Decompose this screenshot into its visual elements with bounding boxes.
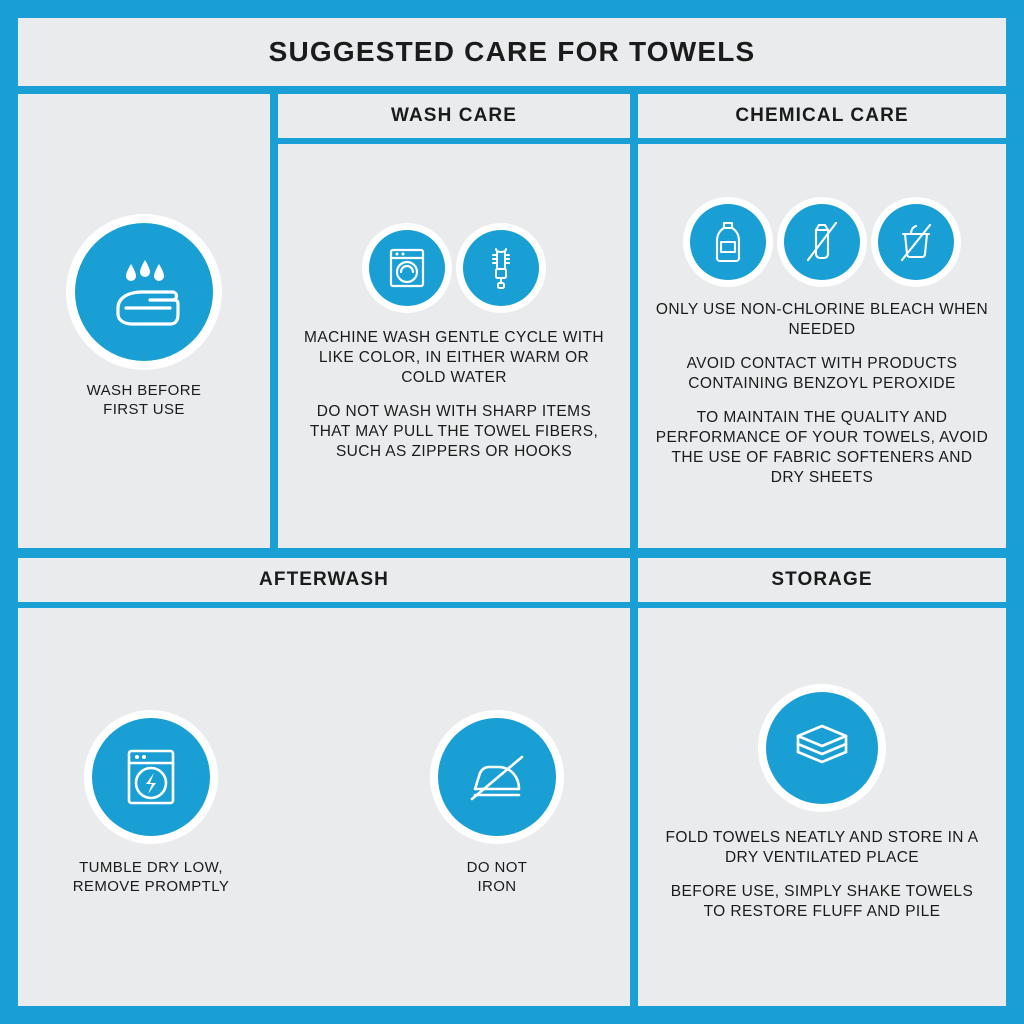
afterwash-item-do-not-iron — [392, 718, 602, 896]
folded-towel-with-water-drops-icon — [75, 223, 213, 361]
afterwash-cell — [18, 608, 630, 1006]
section-heading-storage: STORAGE — [638, 558, 1006, 602]
page-title: SUGGESTED CARE FOR TOWELS — [268, 36, 756, 67]
tumble-dryer-low-icon — [92, 718, 210, 836]
chemical-care-text: ONLY USE NON-CHLORINE BLEACH WHEN NEEDED AVOID CONTACT WITH PRODUCTS CONTAINING BENZOYL PEROXIDE TO MAINTAIN THE QUALITY AND PERFORMANCE OF YOUR TOWELS, AVOID THE USE OF FABRIC SOFTENERS AND DRY SHEETS — [655, 301, 989, 486]
wash-care-text: MACHINE WASH GENTLE CYCLE WITH LIKE COLOR, IN EITHER WARM OR COLD WATER DO NOT WASH WITH SHARP ITEMS THAT MAY PULL THE TOWEL FIBERS, SUCH AS ZIPPERS OR HOOKS — [304, 329, 604, 460]
storage-text: FOLD TOWELS NEATLY AND STORE IN A DRY VENTILATED PLACE BEFORE USE, SIMPLY SHAKE TOWELS TO RESTORE FLUFF AND PILE — [665, 829, 979, 920]
chemical-care-icons — [690, 204, 954, 280]
wash-care-cell — [278, 144, 630, 548]
section-heading-wash-care: WASH CARE — [278, 94, 630, 138]
afterwash-caption-tumble-dry: TUMBLE DRY LOW, REMOVE PROMPTLY — [72, 859, 230, 895]
afterwash-caption-do-not-iron: DO NOT IRON — [466, 859, 528, 895]
chemical-care-cell — [638, 144, 1006, 548]
no-iron-icon — [438, 718, 556, 836]
zipper-icon — [463, 230, 539, 306]
no-tube-cream-icon — [784, 204, 860, 280]
wash-before-first-use-caption: WASH BEFORE FIRST USE — [86, 382, 202, 418]
section-heading-chemical-care: CHEMICAL CARE — [638, 94, 1006, 138]
wash-before-first-use-cell — [18, 94, 270, 548]
no-fabric-softener-icon — [878, 204, 954, 280]
storage-cell — [638, 608, 1006, 1006]
bleach-bottle-icon — [690, 204, 766, 280]
wash-care-icons — [369, 230, 539, 306]
afterwash-items — [46, 718, 602, 896]
stacked-folded-towels-icon — [766, 692, 878, 804]
section-heading-afterwash: AFTERWASH — [18, 558, 630, 602]
washing-machine-icon — [369, 230, 445, 306]
afterwash-item-tumble-dry — [46, 718, 256, 896]
title-panel — [18, 18, 1006, 86]
